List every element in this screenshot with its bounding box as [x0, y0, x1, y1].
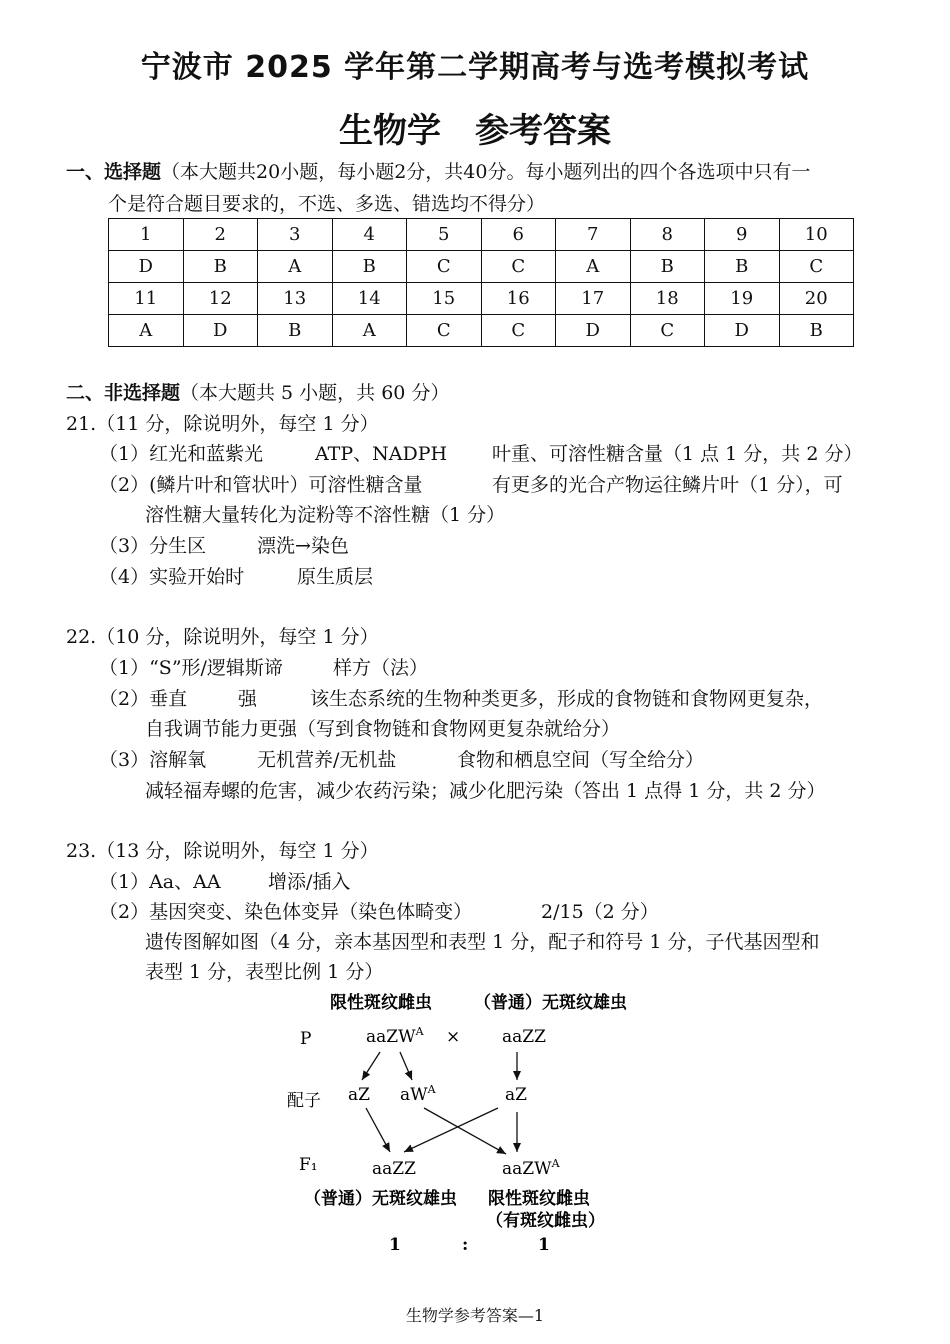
q21-a1c: 叶重、可溶性糖含量（1 点 1 分，共 2 分）: [492, 443, 863, 465]
question-number-cell: 18: [630, 283, 705, 315]
q21-head: 21.（11 分，除说明外，每空 1 分）: [66, 413, 379, 435]
gamete-aZ-male: aZ: [505, 1085, 527, 1105]
answer-row: [109, 251, 854, 283]
question-number-cell: 17: [556, 283, 631, 315]
q21-a2b: 有更多的光合产物运往鳞片叶（1 分），可: [492, 474, 843, 496]
offspring-aaZW-genotype: aaZW$^A$: [502, 1157, 560, 1179]
part2-heading: 二、非选择题: [66, 382, 181, 404]
question-number-cell: 14: [332, 283, 407, 315]
ratio-colon: :: [462, 1235, 469, 1255]
offspring-female-label: 限性斑纹雌虫: [488, 1189, 590, 1209]
answer-cell: C: [481, 251, 556, 283]
q22-a3d: 减轻福寿螺的危害，减少农药污染；减少化肥污染（答出 1 点得 1 分，共 2 分）: [145, 780, 826, 802]
question-number-cell: 12: [183, 283, 258, 315]
q22-a2b: 强: [238, 688, 258, 710]
question-number-row: [109, 219, 854, 251]
q23-a2d: 表型 1 分，表型比例 1 分）: [145, 961, 384, 983]
question-number-cell: 13: [258, 283, 333, 315]
q22-a3c: 食物和栖息空间（写全给分）: [457, 749, 705, 771]
answer-cell: B: [183, 251, 258, 283]
ratio-right: 1: [538, 1235, 550, 1255]
q21-a2c: 溶性糖大量转化为淀粉等不溶性糖（1 分）: [145, 504, 506, 526]
part1-heading-line: [66, 160, 810, 184]
arrow-aZf-to-aaZZ: [366, 1108, 390, 1152]
offspring-male-label: （普通）无斑纹雄虫: [304, 1189, 457, 1209]
question-number-cell: 16: [481, 283, 556, 315]
q23-a1: （1）Aa、AA: [99, 871, 221, 893]
part2-heading-line: [66, 381, 449, 405]
answer-cell: C: [779, 251, 854, 283]
ratio-left: 1: [389, 1235, 401, 1255]
question-number-cell: 10: [779, 219, 854, 251]
q23-head: 23.（13 分，除说明外，每空 1 分）: [66, 840, 379, 862]
answer-cell: B: [332, 251, 407, 283]
question-number-row: [109, 283, 854, 315]
page-title: 宁波市 2025 学年第二学期高考与选考模拟考试: [140, 50, 810, 85]
arrow-aZm-to-aaZZ: [404, 1108, 498, 1152]
page-subtitle: 生物学 参考答案: [339, 111, 611, 151]
answer-cell: D: [183, 315, 258, 347]
answer-cell: C: [407, 315, 482, 347]
answer-cell: C: [407, 251, 482, 283]
q21-a4b: 原生质层: [297, 566, 374, 588]
q21-a4: （4）实验开始时: [99, 566, 245, 588]
answer-cell: B: [258, 315, 333, 347]
q23-a1b: 增添/插入: [268, 871, 351, 893]
answer-cell: B: [705, 251, 780, 283]
q21-a1: （1）红光和蓝紫光: [99, 443, 264, 465]
arrow-female-to-aW: [400, 1052, 412, 1080]
q22-a3b: 无机营养/无机盐: [257, 749, 397, 771]
parent-male-genotype: aaZZ: [502, 1027, 546, 1047]
offspring-female-label-2: （有斑纹雌虫）: [486, 1211, 605, 1231]
answer-cell: B: [779, 315, 854, 347]
answer-cell: B: [630, 251, 705, 283]
question-number-cell: 9: [705, 219, 780, 251]
question-number-cell: 7: [556, 219, 631, 251]
question-number-cell: 1: [109, 219, 184, 251]
q22-a1: （1）“S”形/逻辑斯谛: [99, 657, 283, 679]
q22-a2: （2）垂直: [99, 688, 188, 710]
q23-a2c: 遗传图解如图（4 分，亲本基因型和表型 1 分，配子和符号 1 分，子代基因型和: [145, 931, 820, 953]
gamete-label: 配子: [287, 1091, 321, 1111]
question-number-cell: 8: [630, 219, 705, 251]
q21-a1b: ATP、NADPH: [315, 443, 448, 465]
generation-f1-label: F₁: [299, 1155, 318, 1175]
q23-a2b: 2/15（2 分）: [541, 901, 659, 923]
cross-symbol: ×: [446, 1027, 461, 1047]
question-number-cell: 3: [258, 219, 333, 251]
q23-a2: （2）基因突变、染色体变异（染色体畸变）: [99, 901, 473, 923]
answer-cell: C: [630, 315, 705, 347]
question-number-cell: 4: [332, 219, 407, 251]
arrow-aW-to-aaZW: [424, 1108, 506, 1154]
question-number-cell: 6: [481, 219, 556, 251]
q21-a3: （3）分生区: [99, 535, 207, 557]
question-number-cell: 5: [407, 219, 482, 251]
q21-a3b: 漂洗→染色: [257, 535, 349, 557]
parent-female-genotype: aaZW$^A$: [366, 1025, 424, 1047]
q22-a3: （3）溶解氧: [99, 749, 207, 771]
answer-cell: A: [109, 315, 184, 347]
gamete-aW-female: $aW^A$: [400, 1083, 436, 1105]
question-number-cell: 2: [183, 219, 258, 251]
question-number-cell: 11: [109, 283, 184, 315]
q22-a1b: 样方（法）: [333, 657, 429, 679]
question-number-cell: 19: [705, 283, 780, 315]
answer-cell: A: [556, 251, 631, 283]
part2-desc: （本大题共 5 小题，共 60 分）: [180, 382, 450, 404]
parent-male-label: （普通）无斑纹雄虫: [474, 993, 627, 1013]
answer-cell: C: [481, 315, 556, 347]
answer-cell: D: [109, 251, 184, 283]
offspring-aaZZ-genotype: aaZZ: [372, 1159, 416, 1179]
generation-p-label: P: [300, 1029, 312, 1049]
genetic-cross-diagram: [0, 980, 950, 1260]
q22-a2c: 该生态系统的生物种类更多，形成的食物链和食物网更复杂，: [310, 688, 824, 710]
part1-heading: 一、选择题: [66, 161, 162, 183]
answer-cell: D: [705, 315, 780, 347]
page-footer: 生物学参考答案—1: [405, 1306, 545, 1325]
q21-a2: （2）(鳞片叶和管状叶）可溶性糖含量: [99, 474, 423, 496]
q22-a2d: 自我调节能力更强（写到食物链和食物网更复杂就给分）: [145, 718, 621, 740]
q22-head: 22.（10 分，除说明外，每空 1 分）: [66, 626, 379, 648]
gamete-aZ-female: aZ: [348, 1085, 370, 1105]
question-number-cell: 20: [779, 283, 854, 315]
part1-desc-line2: 个是符合题目要求的，不选、多选、错选均不得分）: [108, 193, 546, 215]
answer-cell: A: [332, 315, 407, 347]
question-number-cell: 15: [407, 283, 482, 315]
parent-female-label: 限性斑纹雌虫: [330, 993, 432, 1013]
answer-table: [108, 218, 854, 347]
arrow-female-to-aZ: [362, 1052, 380, 1080]
answer-cell: A: [258, 251, 333, 283]
answer-cell: D: [556, 315, 631, 347]
answer-row: [109, 315, 854, 347]
part1-desc: （本大题共20小题，每小题2分，共40分。每小题列出的四个各选项中只有一: [161, 161, 811, 183]
